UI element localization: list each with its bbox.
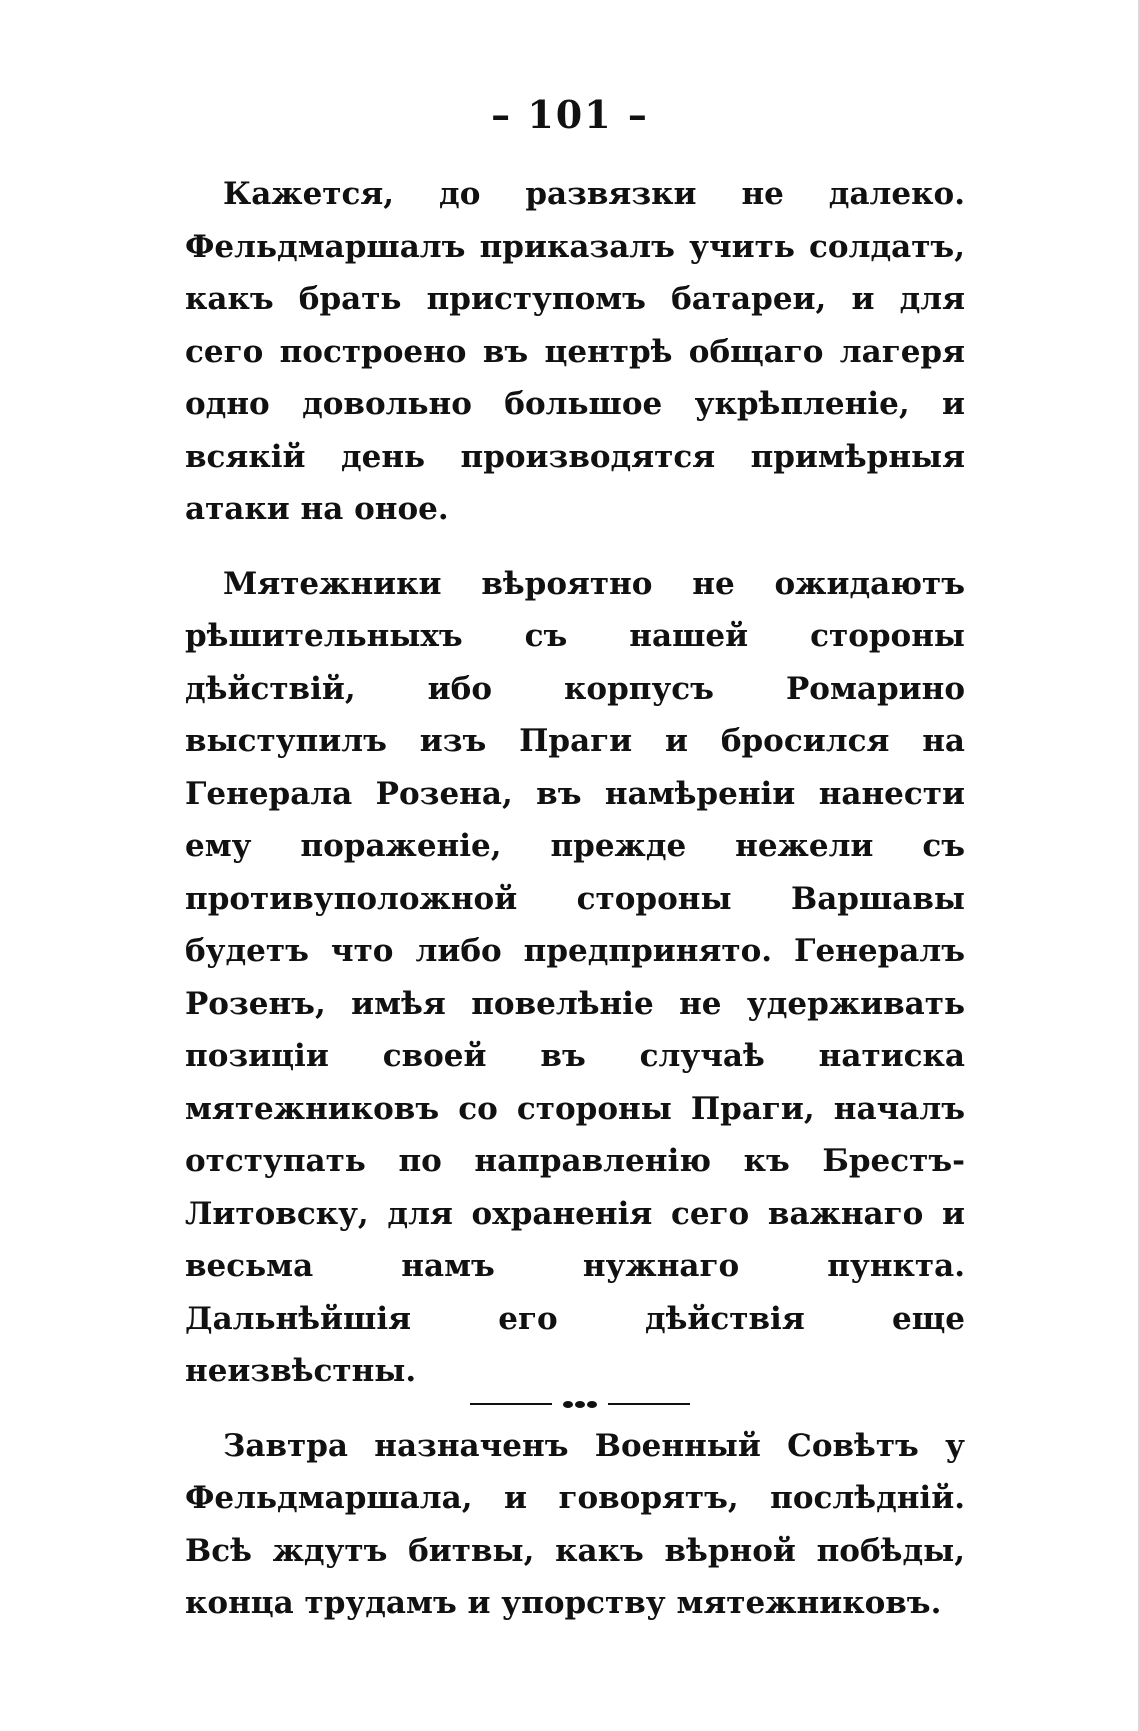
section-end-ornament (470, 1398, 690, 1410)
ornament-dot (563, 1401, 573, 1408)
ornament-dot (575, 1401, 585, 1408)
ornament-center (552, 1398, 608, 1410)
ornament-line-right (608, 1403, 690, 1405)
paragraph-3: Завтра назначенъ Военный Совѣтъ у Фельдмаршала, и говорятъ, послѣдній. Всѣ ждутъ битвы, какъ вѣрной побѣды, конца трудамъ и упорству мятежниковъ. (185, 1427, 965, 1621)
paragraph-1: Кажется, до развязки не далеко. Фельдмаршалъ приказалъ учить солдатъ, какъ брать приступомъ батареи, и для сего построено въ центрѣ общаго лагеря одно довольно большое укрѣпленіе, и всякій день производятся примѣрныя атаки на оное. (185, 176, 965, 527)
page-number: – 101 – (491, 92, 649, 137)
body-text (185, 168, 965, 1652)
paragraph-2: Мятежники вѣроятно не ожидаютъ рѣшительныхъ съ нашей стороны дѣйствій, ибо корпусъ Ромарино выступилъ изъ Праги и бросился на Генерала Розена, въ намѣреніи нанести ему пораженіе, прежде нежели съ противуположной стороны Варшавы будетъ что либо предпринято. Генералъ Розенъ, имѣя повелѣніе не удерживать позиціи своей въ случаѣ натиска мятежниковъ со стороны Праги, началъ отступать по направленію къ Брестъ-Литовску, для охраненія сего важнаго и весьма намъ нужнаго пункта. Дальнѣйшія его дѣйствія еще неизвѣстны. (185, 565, 965, 1389)
ornament-dot (587, 1401, 597, 1408)
ornament-line-left (470, 1403, 552, 1405)
